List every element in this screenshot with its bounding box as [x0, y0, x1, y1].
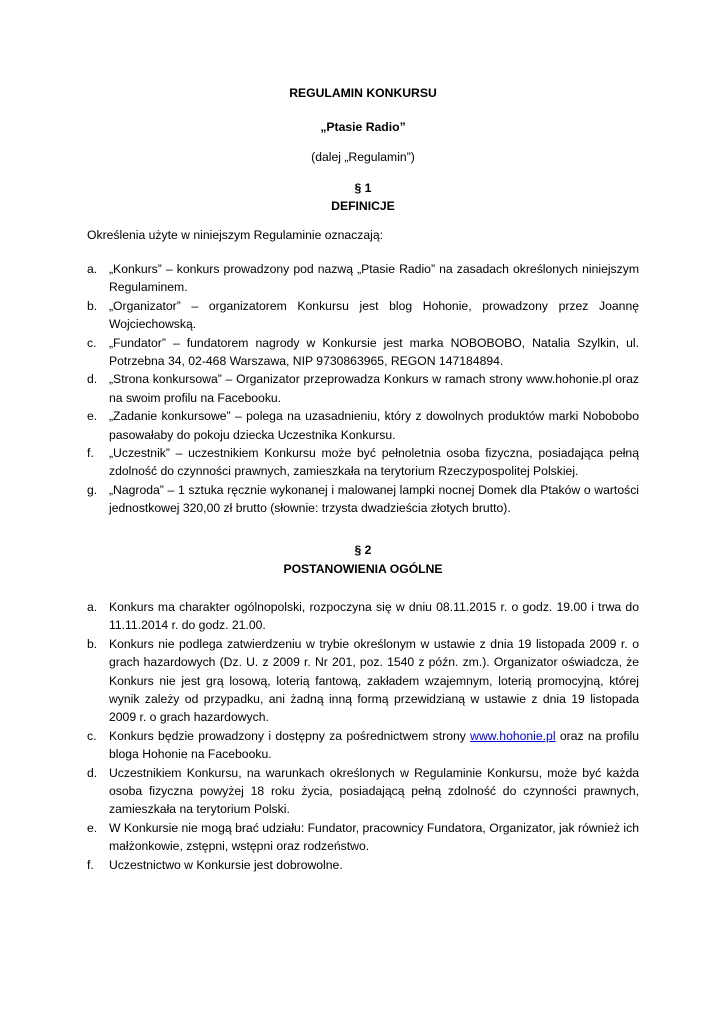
section-2-heading: POSTANOWIENIA OGÓLNE — [283, 562, 443, 576]
definitions-intro: Określenia użyte w niniejszym Regulaminie oznaczają: — [87, 228, 384, 242]
item-marker: c. — [87, 335, 97, 350]
provision-item — [87, 598, 639, 635]
definition-item — [87, 297, 639, 334]
definition-item — [87, 260, 639, 297]
general-provisions-list — [87, 598, 639, 874]
definition-item — [87, 444, 639, 481]
section-1-heading: DEFINICJE — [331, 199, 395, 213]
item-text: „Organizator” – organizatorem Konkursu jest blog Hohonie, prowadzony przez Joannę Wojciechowską. — [109, 298, 639, 332]
item-marker: b. — [87, 636, 98, 651]
definition-item — [87, 407, 639, 444]
provision-item — [87, 819, 639, 856]
item-marker: b. — [87, 298, 98, 313]
definition-item — [87, 481, 639, 518]
definition-item — [87, 334, 639, 371]
provision-item — [87, 635, 639, 727]
item-text: „Fundator” – fundatorem nagrody w Konkursie jest marka NOBOBOBO, Natalia Szylkin, ul. Potrzebna 34, 02-468 Warszawa, NIP 9730863965, REGON 147184894. — [109, 335, 639, 369]
item-text: „Strona konkursowa” – Organizator przeprowadza Konkurs w ramach strony www.hohonie.pl oraz na swoim profilu na Facebooku. — [109, 372, 639, 405]
item-text: „Konkurs” – konkurs prowadzony pod nazwą „Ptasie Radio” na zasadach określonych niniejszym Regulaminem. — [109, 262, 639, 295]
item-marker: f. — [87, 446, 94, 461]
definitions-list — [87, 260, 639, 518]
item-text: „Zadanie konkursowe” – polega na uzasadnieniu, który z dowolnych produktów marki Nobobobo pasowałaby do pokoju dziecka Uczestnika Konkursu. — [109, 409, 639, 442]
item-text: Uczestnictwo w Konkursie jest dobrowolne. — [109, 857, 343, 872]
definition-item — [87, 370, 639, 407]
provision-item — [87, 764, 639, 819]
item-marker: e. — [87, 820, 98, 835]
item-text: Konkurs nie podlega zatwierdzeniu w trybie określonym w ustawie z dnia 19 listopada 2009 r. o grach hazardowych (Dz. U. z 2009 r. Nr 201, poz. 1540 z późn. zm.). Organizator oświadcza, że Konkurs nie jest grą losową, loterią fantową, zakładem wzajemnym, loterią promocyjną, której wynik zależy od przypadku, ani żadną inną formą przewidzianą w ustawie z dnia 19 listopada 2009 r. o grach hazardowych. — [109, 636, 639, 725]
item-marker: a. — [87, 600, 98, 614]
item-marker: c. — [87, 728, 97, 743]
document-title: REGULAMIN KONKURSU — [289, 86, 437, 100]
contest-name: „Ptasie Radio” — [320, 120, 406, 134]
item-marker: f. — [87, 857, 94, 872]
item-marker: e. — [87, 409, 98, 424]
provision-item — [87, 856, 639, 874]
item-marker: g. — [87, 482, 98, 497]
item-marker: d. — [87, 372, 98, 387]
item-text: „Nagroda” – 1 sztuka ręcznie wykonanej i malowanej lampki nocnej Domek dla Ptaków o wartości jednostkowej 320,00 zł brutto (słownie: trzysta dwadzieścia złotych brutto). — [109, 482, 639, 516]
section-2-number: § 2 — [354, 543, 372, 557]
item-text: „Uczestnik” – uczestnikiem Konkursu może być pełnoletnia osoba fizyczna, posiadająca pełną zdolność do czynności prawnych, zamieszkała na terytorium Rzeczypospolitej Polskiej. — [109, 446, 639, 479]
document-alias: (dalej „Regulamin”) — [311, 150, 415, 164]
item-marker: a. — [87, 262, 98, 276]
item-text: Konkurs ma charakter ogólnopolski, rozpoczyna się w dniu 08.11.2015 r. o godz. 19.00 i trwa do 11.11.2014 r. do godz. 21.00. — [109, 600, 639, 633]
provision-item — [87, 727, 639, 764]
item-text: W Konkursie nie mogą brać udziału: Fundator, pracownicy Fundatora, Organizator, jak również ich małżonkowie, zstępni, wstępni oraz rodzeństwo. — [109, 820, 639, 854]
item-text-after-link: oraz na profilu bloga Hohonie na Facebooku. — [109, 728, 639, 762]
item-marker: d. — [87, 765, 98, 780]
item-text: Uczestnikiem Konkursu, na warunkach określonych w Regulaminie Konkursu, może być każda osoba fizyczna powyżej 18 roku życia, posiadającą pełną zdolność do czynności prawnych, zamieszkała na terytorium Polski. — [109, 765, 639, 817]
hohonie-website-link[interactable]: www.hohonie.pl — [470, 728, 556, 743]
section-1-number: § 1 — [354, 181, 372, 195]
item-text-before-link: Konkurs będzie prowadzony i dostępny za pośrednictwem strony — [109, 728, 471, 743]
